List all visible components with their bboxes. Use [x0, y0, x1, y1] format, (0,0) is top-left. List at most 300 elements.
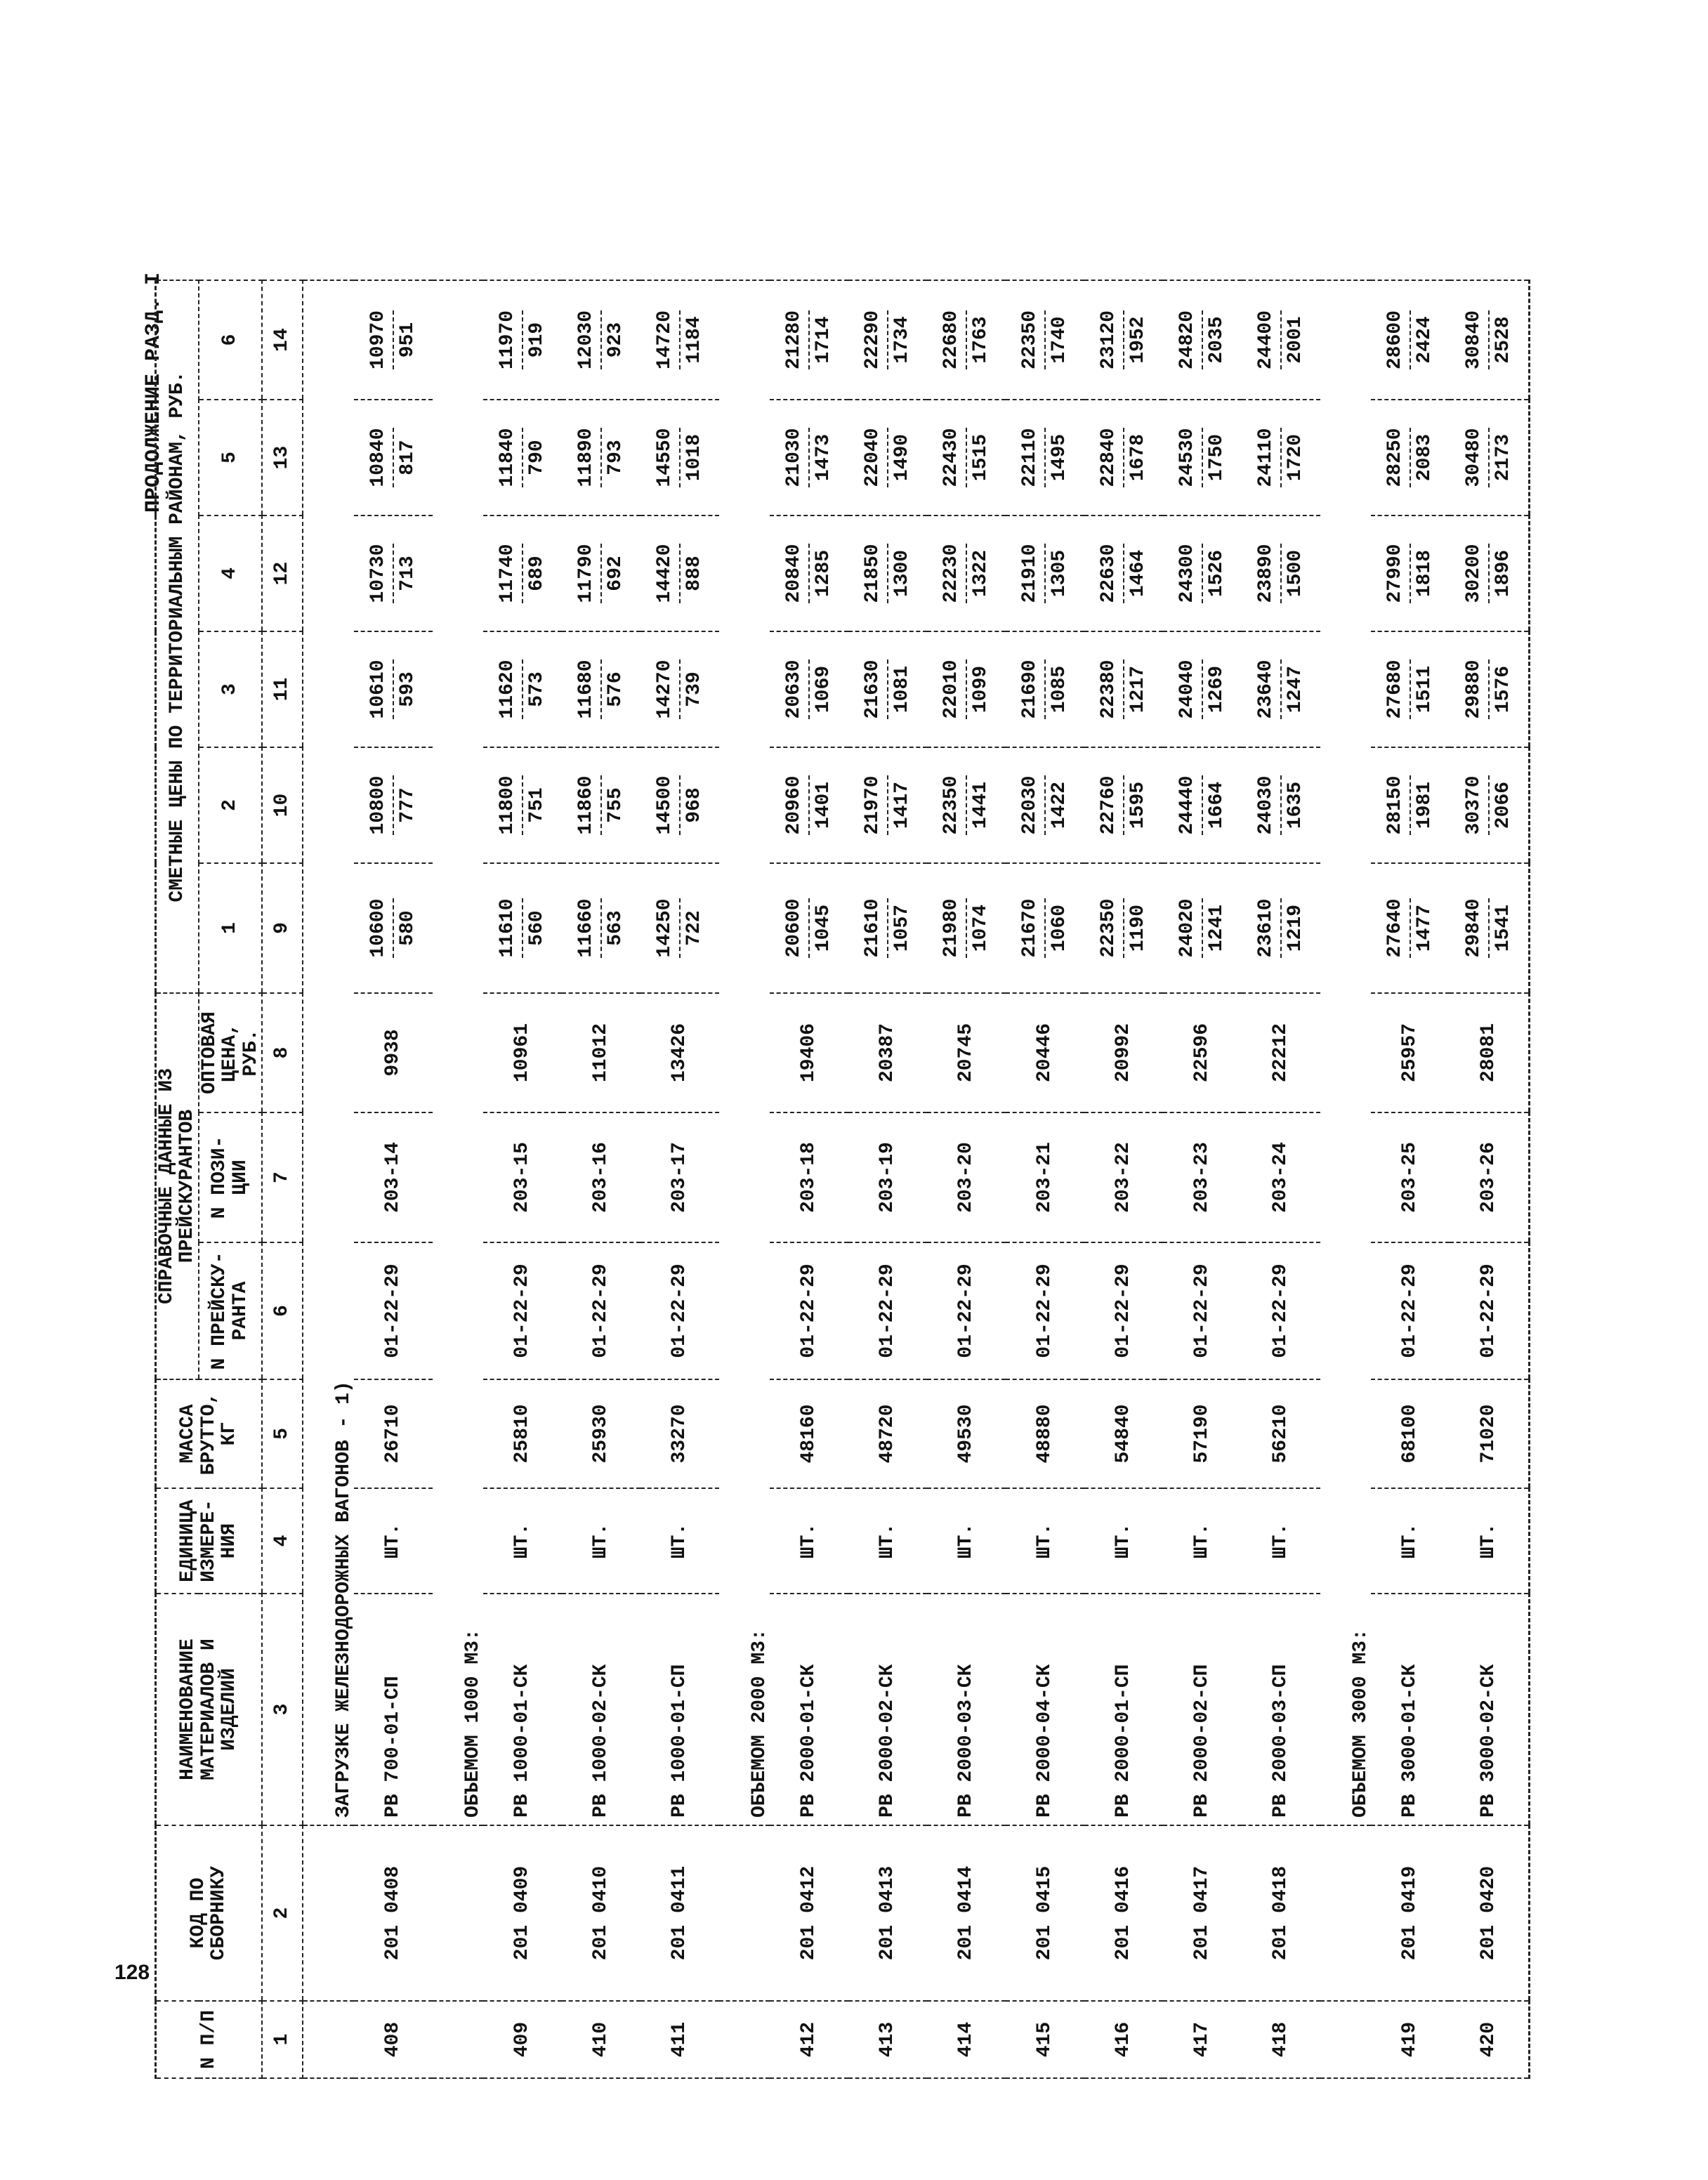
row-pricelist: 01-22-29	[848, 1242, 927, 1379]
price-value: 21030	[783, 428, 810, 487]
transport-value: 1190	[1126, 904, 1149, 952]
price-cell	[1242, 400, 1320, 516]
transport-value: 593	[396, 671, 419, 707]
price-cell	[848, 280, 927, 400]
transport-value: 692	[604, 556, 626, 591]
price-cell	[1371, 747, 1450, 863]
price-cell	[483, 631, 562, 747]
price-value: 22110	[1019, 428, 1046, 487]
row-pricelist: 01-22-29	[354, 1242, 433, 1379]
price-cell	[1450, 631, 1530, 747]
transport-value: 793	[604, 440, 626, 475]
row-number: 412	[770, 2001, 848, 2078]
price-value: 24400	[1255, 310, 1282, 369]
row-mass: 33270	[640, 1379, 719, 1488]
transport-value: 1763	[969, 316, 992, 364]
transport-value: 923	[604, 322, 626, 358]
transport-value: 951	[396, 322, 419, 358]
price-cell	[770, 516, 848, 631]
row-position: 203-20	[927, 1112, 1006, 1242]
row-code: 201 0413	[848, 1825, 927, 2001]
price-value: 28250	[1384, 428, 1411, 487]
price-value: 22350	[1098, 899, 1124, 958]
price-cell	[927, 516, 1006, 631]
row-wholesale: 28081	[1450, 993, 1530, 1112]
transport-value: 1734	[891, 316, 913, 364]
price-cell	[562, 400, 640, 516]
row-unit: ШТ.	[640, 1488, 719, 1594]
price-cell	[1163, 863, 1242, 993]
price-table	[155, 280, 1530, 2079]
price-value: 22350	[1019, 310, 1046, 369]
price-cell	[562, 516, 640, 631]
price-value: 22630	[1098, 544, 1124, 603]
price-cell	[1006, 280, 1084, 400]
col-number: 13	[262, 400, 303, 516]
section-row	[1320, 280, 1371, 2078]
row-number: 420	[1450, 2001, 1530, 2078]
row-position: 203-23	[1163, 1112, 1242, 1242]
transport-value: 1217	[1126, 665, 1149, 714]
price-cell	[1084, 400, 1163, 516]
row-name: РВ 700-01-СП	[354, 1594, 433, 1825]
price-value: 22030	[1019, 776, 1046, 835]
row-pricelist: 01-22-29	[1371, 1242, 1450, 1379]
price-cell	[1084, 631, 1163, 747]
header-region-1: 1	[199, 863, 262, 993]
price-cell	[1006, 631, 1084, 747]
col-number: 5	[262, 1379, 303, 1488]
transport-value: 722	[683, 910, 705, 946]
row-wholesale: 10961	[483, 993, 562, 1112]
table-row	[354, 280, 433, 2078]
price-value: 11680	[575, 660, 602, 719]
row-unit: ШТ.	[927, 1488, 1006, 1594]
row-position: 203-25	[1371, 1112, 1450, 1242]
row-code: 201 0411	[640, 1825, 719, 2001]
price-cell	[483, 516, 562, 631]
row-wholesale: 20745	[927, 993, 1006, 1112]
row-unit: ШТ.	[770, 1488, 848, 1594]
transport-value: 1269	[1205, 665, 1228, 714]
transport-value: 1664	[1205, 781, 1228, 829]
row-position: 203-26	[1450, 1112, 1530, 1242]
price-value: 11610	[497, 899, 523, 958]
price-value: 23120	[1098, 310, 1124, 369]
row-name: РВ 3000-01-СК	[1371, 1594, 1450, 1825]
transport-value: 1441	[969, 781, 992, 829]
transport-value: 1322	[969, 549, 992, 598]
row-wholesale: 11012	[562, 993, 640, 1112]
price-cell	[1084, 863, 1163, 993]
price-value: 24040	[1176, 660, 1203, 719]
row-wholesale: 20387	[848, 993, 927, 1112]
table-row	[562, 280, 640, 2078]
price-cell	[640, 747, 719, 863]
price-cell	[640, 280, 719, 400]
price-cell	[1084, 747, 1163, 863]
row-pricelist: 01-22-29	[1242, 1242, 1320, 1379]
header-wholesale: ОПТОВАЯ ЦЕНА, РУБ.	[199, 993, 262, 1112]
row-name: РВ 2000-03-СК	[927, 1594, 1006, 1825]
section-row	[303, 280, 354, 2078]
table-row	[770, 280, 848, 2078]
section-row	[433, 280, 483, 2078]
transport-value: 2083	[1413, 433, 1436, 482]
transport-value: 1818	[1413, 549, 1436, 598]
price-cell	[1006, 747, 1084, 863]
price-cell	[1450, 747, 1530, 863]
price-cell	[1450, 400, 1530, 516]
transport-value: 1045	[812, 904, 834, 952]
price-cell	[848, 863, 927, 993]
transport-value: 1241	[1205, 904, 1228, 952]
row-number: 413	[848, 2001, 927, 2078]
row-name: РВ 2000-01-СК	[770, 1594, 848, 1825]
header-region-4: 4	[199, 516, 262, 631]
row-name: РВ 1000-01-СП	[640, 1594, 719, 1825]
transport-value: 576	[604, 671, 626, 707]
row-unit: ШТ.	[1371, 1488, 1450, 1594]
price-value: 27640	[1384, 899, 1411, 958]
price-value: 30200	[1463, 544, 1490, 603]
transport-value: 1952	[1126, 316, 1149, 364]
row-wholesale: 13426	[640, 993, 719, 1112]
transport-value: 1714	[812, 316, 834, 364]
header-region-5: 5	[199, 400, 262, 516]
transport-value: 1595	[1126, 781, 1149, 829]
transport-value: 2424	[1413, 316, 1436, 364]
transport-value: 1184	[683, 316, 705, 364]
price-value: 10610	[367, 660, 394, 719]
transport-value: 888	[683, 556, 705, 591]
transport-value: 968	[683, 787, 705, 823]
price-cell	[848, 516, 927, 631]
header-code: КОД ПО СБОРНИКУ	[156, 1825, 262, 2001]
row-mass: 54840	[1084, 1379, 1163, 1488]
transport-value: 790	[525, 440, 548, 475]
price-cell	[1163, 631, 1242, 747]
price-value: 10970	[367, 310, 394, 369]
price-cell	[770, 631, 848, 747]
row-mass: 25810	[483, 1379, 562, 1488]
price-value: 24030	[1255, 776, 1282, 835]
price-cell	[1006, 400, 1084, 516]
row-mass: 26710	[354, 1379, 433, 1488]
header-pricelist: N ПРЕЙСКУ- РАНТА	[199, 1242, 262, 1379]
price-value: 22040	[862, 428, 888, 487]
row-code: 201 0412	[770, 1825, 848, 2001]
header-region-6: 6	[199, 280, 262, 400]
price-cell	[1371, 400, 1450, 516]
transport-value: 751	[525, 787, 548, 823]
col-number: 8	[262, 993, 303, 1112]
row-code: 201 0417	[1163, 1825, 1242, 2001]
row-unit: ШТ.	[483, 1488, 562, 1594]
price-cell	[1371, 280, 1450, 400]
table-body	[303, 280, 1530, 2078]
row-number: 410	[562, 2001, 640, 2078]
price-cell	[1450, 863, 1530, 993]
page-number: 128	[114, 1961, 150, 1984]
price-value: 29840	[1463, 899, 1490, 958]
price-value: 14270	[654, 660, 681, 719]
price-value: 14250	[654, 899, 681, 958]
col-number: 14	[262, 280, 303, 400]
price-value: 11800	[497, 776, 523, 835]
transport-value: 1740	[1048, 316, 1070, 364]
price-cell	[770, 280, 848, 400]
price-value: 11840	[497, 428, 523, 487]
col-number: 12	[262, 516, 303, 631]
col-number: 2	[262, 1825, 303, 2001]
table-row	[927, 280, 1006, 2078]
transport-value: 1081	[891, 665, 913, 714]
price-cell	[848, 400, 927, 516]
transport-value: 689	[525, 556, 548, 591]
transport-value: 1511	[1413, 665, 1436, 714]
price-value: 22840	[1098, 428, 1124, 487]
row-position: 203-16	[562, 1112, 640, 1242]
price-value: 11890	[575, 428, 602, 487]
price-value: 23640	[1255, 660, 1282, 719]
transport-value: 1981	[1413, 781, 1436, 829]
row-name: РВ 1000-01-СК	[483, 1594, 562, 1825]
price-cell	[483, 400, 562, 516]
price-cell	[1084, 516, 1163, 631]
price-value: 20960	[783, 776, 810, 835]
row-code: 201 0410	[562, 1825, 640, 2001]
row-pricelist: 01-22-29	[1084, 1242, 1163, 1379]
table-row	[483, 280, 562, 2078]
table-row	[1450, 280, 1530, 2078]
header-name: НАИМЕНОВАНИЕ МАТЕРИАЛОВ И ИЗДЕЛИЙ	[156, 1594, 262, 1825]
col-number: 11	[262, 631, 303, 747]
transport-value: 1515	[969, 433, 992, 482]
price-cell	[1006, 516, 1084, 631]
price-cell	[1163, 747, 1242, 863]
transport-value: 1541	[1492, 904, 1514, 952]
transport-value: 1285	[812, 549, 834, 598]
transport-value: 1464	[1126, 549, 1149, 598]
row-unit: ШТ.	[354, 1488, 433, 1594]
price-cell	[1450, 516, 1530, 631]
transport-value: 1896	[1492, 549, 1514, 598]
transport-value: 755	[604, 787, 626, 823]
transport-value: 1305	[1048, 549, 1070, 598]
row-name: РВ 2000-02-СП	[1163, 1594, 1242, 1825]
row-number: 417	[1163, 2001, 1242, 2078]
price-cell	[848, 631, 927, 747]
col-number: 1	[262, 2001, 303, 2078]
table-row	[1006, 280, 1084, 2078]
transport-value: 580	[396, 910, 419, 946]
price-value: 22760	[1098, 776, 1124, 835]
transport-value: 1401	[812, 781, 834, 829]
price-value: 23890	[1255, 544, 1282, 603]
row-pricelist: 01-22-29	[483, 1242, 562, 1379]
section-title: ОБЪЕМОМ 1000 М3:	[433, 280, 483, 1825]
price-value: 21630	[862, 660, 888, 719]
transport-value: 1635	[1284, 781, 1306, 829]
row-pricelist: 01-22-29	[770, 1242, 848, 1379]
price-cell	[1242, 280, 1320, 400]
price-value: 11860	[575, 776, 602, 835]
price-value: 29880	[1463, 660, 1490, 719]
price-value: 24300	[1176, 544, 1203, 603]
price-cell	[1371, 631, 1450, 747]
transport-value: 1018	[683, 433, 705, 482]
price-value: 14420	[654, 544, 681, 603]
price-cell	[1371, 516, 1450, 631]
row-unit: ШТ.	[1163, 1488, 1242, 1594]
price-cell	[1242, 863, 1320, 993]
row-mass: 57190	[1163, 1379, 1242, 1488]
table-row	[848, 280, 927, 2078]
price-value: 11740	[497, 544, 523, 603]
transport-value: 1473	[812, 433, 834, 482]
price-value: 30480	[1463, 428, 1490, 487]
row-number: 409	[483, 2001, 562, 2078]
transport-value: 817	[396, 440, 419, 475]
header-region-2: 2	[199, 747, 262, 863]
transport-value: 573	[525, 671, 548, 707]
price-cell	[640, 516, 719, 631]
price-value: 24440	[1176, 776, 1203, 835]
row-pricelist: 01-22-29	[1450, 1242, 1530, 1379]
header-num: N П/П	[156, 2001, 262, 2078]
price-value: 10800	[367, 776, 394, 835]
row-position: 203-17	[640, 1112, 719, 1242]
row-wholesale: 20992	[1084, 993, 1163, 1112]
transport-value: 1300	[891, 549, 913, 598]
price-value: 22430	[940, 428, 967, 487]
continuation-label: ПРОДОЛЖЕНИЕ РАЗД. I	[142, 272, 166, 513]
row-mass: 25930	[562, 1379, 640, 1488]
row-number: 416	[1084, 2001, 1163, 2078]
col-number: 6	[262, 1242, 303, 1379]
row-mass: 48160	[770, 1379, 848, 1488]
row-pricelist: 01-22-29	[640, 1242, 719, 1379]
price-cell	[354, 747, 433, 863]
price-cell	[1450, 280, 1530, 400]
price-cell	[1084, 280, 1163, 400]
transport-value: 1417	[891, 781, 913, 829]
price-cell	[354, 631, 433, 747]
price-cell	[354, 516, 433, 631]
row-position: 203-14	[354, 1112, 433, 1242]
table-row	[1084, 280, 1163, 2078]
price-value: 23610	[1255, 899, 1282, 958]
price-value: 10730	[367, 544, 394, 603]
row-number: 415	[1006, 2001, 1084, 2078]
row-name: РВ 2000-03-СП	[1242, 1594, 1320, 1825]
price-cell	[1163, 400, 1242, 516]
price-cell	[1242, 747, 1320, 863]
price-cell	[562, 747, 640, 863]
price-cell	[354, 280, 433, 400]
row-mass: 48880	[1006, 1379, 1084, 1488]
header-unit: ЕДИНИЦА ИЗМЕРЕ- НИЯ	[156, 1488, 262, 1594]
row-mass: 48720	[848, 1379, 927, 1488]
table-row	[1242, 280, 1320, 2078]
row-wholesale: 20446	[1006, 993, 1084, 1112]
transport-value: 919	[525, 322, 548, 358]
row-position: 203-24	[1242, 1112, 1320, 1242]
transport-value: 2173	[1492, 433, 1514, 482]
price-value: 24020	[1176, 899, 1203, 958]
price-value: 21280	[783, 310, 810, 369]
transport-value: 1526	[1205, 549, 1228, 598]
section-title: ОБЪЕМОМ 2000 М3:	[719, 280, 770, 1825]
col-number: 10	[262, 747, 303, 863]
price-cell	[562, 863, 640, 993]
transport-value: 563	[604, 910, 626, 946]
row-wholesale: 22596	[1163, 993, 1242, 1112]
price-value: 11970	[497, 310, 523, 369]
transport-value: 1750	[1205, 433, 1228, 482]
col-number: 7	[262, 1112, 303, 1242]
price-value: 24110	[1255, 428, 1282, 487]
table-row	[640, 280, 719, 2078]
price-value: 14550	[654, 428, 681, 487]
price-cell	[770, 400, 848, 516]
price-value: 11660	[575, 899, 602, 958]
price-cell	[1242, 631, 1320, 747]
price-value: 24530	[1176, 428, 1203, 487]
transport-value: 1678	[1126, 433, 1149, 482]
row-wholesale: 19406	[770, 993, 848, 1112]
header-prices-group: СМЕТНЫЕ ЦЕНЫ ПО ТЕРРИТОРИАЛЬНЫМ РАЙОНАМ, РУБ.	[156, 280, 199, 993]
price-value: 22350	[940, 776, 967, 835]
row-name: РВ 2000-02-СК	[848, 1594, 927, 1825]
price-cell	[770, 863, 848, 993]
price-value: 21980	[940, 899, 967, 958]
row-wholesale: 9938	[354, 993, 433, 1112]
price-value: 27990	[1384, 544, 1411, 603]
transport-value: 1720	[1284, 433, 1306, 482]
price-value: 27680	[1384, 660, 1411, 719]
price-value: 12030	[575, 310, 602, 369]
price-value: 28150	[1384, 776, 1411, 835]
price-cell	[1163, 516, 1242, 631]
transport-value: 2528	[1492, 316, 1514, 364]
row-name: РВ 2000-01-СП	[1084, 1594, 1163, 1825]
price-value: 11790	[575, 544, 602, 603]
row-position: 203-15	[483, 1112, 562, 1242]
row-number: 411	[640, 2001, 719, 2078]
col-number: 3	[262, 1594, 303, 1825]
row-pricelist: 01-22-29	[1163, 1242, 1242, 1379]
row-number: 419	[1371, 2001, 1450, 2078]
transport-value: 2066	[1492, 781, 1514, 829]
rotated-page	[133, 140, 1636, 2079]
transport-value: 1422	[1048, 781, 1070, 829]
price-value: 22290	[862, 310, 888, 369]
transport-value: 1060	[1048, 904, 1070, 952]
price-value: 10600	[367, 899, 394, 958]
row-code: 201 0409	[483, 1825, 562, 2001]
price-cell	[640, 400, 719, 516]
price-value: 22010	[940, 660, 967, 719]
price-value: 21850	[862, 544, 888, 603]
row-mass: 56210	[1242, 1379, 1320, 1488]
transport-value: 739	[683, 671, 705, 707]
price-cell	[848, 747, 927, 863]
transport-value: 777	[396, 787, 419, 823]
row-code: 201 0408	[354, 1825, 433, 2001]
row-code: 201 0420	[1450, 1825, 1530, 2001]
